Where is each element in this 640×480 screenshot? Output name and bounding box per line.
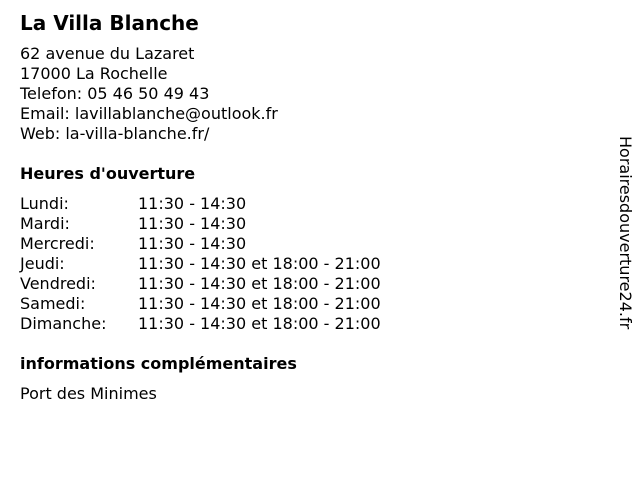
address-city: 17000 La Rochelle: [20, 64, 168, 83]
hours-day: Mardi:: [20, 214, 70, 233]
opening-hours-heading: Heures d'ouverture: [20, 164, 196, 183]
hours-time: 11:30 - 14:30: [138, 194, 247, 213]
phone-text: Telefon: 05 46 50 49 43: [20, 84, 210, 103]
hours-row: [20, 194, 381, 214]
hours-day: Mercredi:: [20, 234, 95, 253]
hours-day: Lundi:: [20, 194, 69, 213]
contact-block: [20, 44, 278, 144]
hours-day: Vendredi:: [20, 274, 96, 293]
hours-day: Samedi:: [20, 294, 86, 313]
email-text: Email: lavillablanche@outlook.fr: [20, 104, 278, 123]
additional-info-text: Port des Minimes: [20, 384, 157, 403]
hours-time: 11:30 - 14:30 et 18:00 - 21:00: [138, 254, 381, 273]
hours-day: Jeudi:: [20, 254, 65, 273]
website-text: Web: la-villa-blanche.fr/: [20, 124, 210, 143]
address-street: 62 avenue du Lazaret: [20, 44, 195, 63]
hours-row: [20, 294, 381, 314]
hours-time: 11:30 - 14:30 et 18:00 - 21:00: [138, 314, 381, 333]
opening-hours-table: [20, 194, 381, 334]
hours-time: 11:30 - 14:30 et 18:00 - 21:00: [138, 294, 381, 313]
hours-time: 11:30 - 14:30: [138, 214, 247, 233]
additional-info-heading: informations complémentaires: [20, 354, 297, 373]
business-name: La Villa Blanche: [20, 11, 199, 35]
hours-time: 11:30 - 14:30: [138, 234, 247, 253]
hours-day: Dimanche:: [20, 314, 107, 333]
hours-row: [20, 234, 381, 254]
hours-row: [20, 314, 381, 334]
watermark-text: Horairesdouverture24.fr: [616, 136, 635, 330]
hours-row: [20, 254, 381, 274]
hours-row: [20, 214, 381, 234]
hours-time: 11:30 - 14:30 et 18:00 - 21:00: [138, 274, 381, 293]
hours-row: [20, 274, 381, 294]
